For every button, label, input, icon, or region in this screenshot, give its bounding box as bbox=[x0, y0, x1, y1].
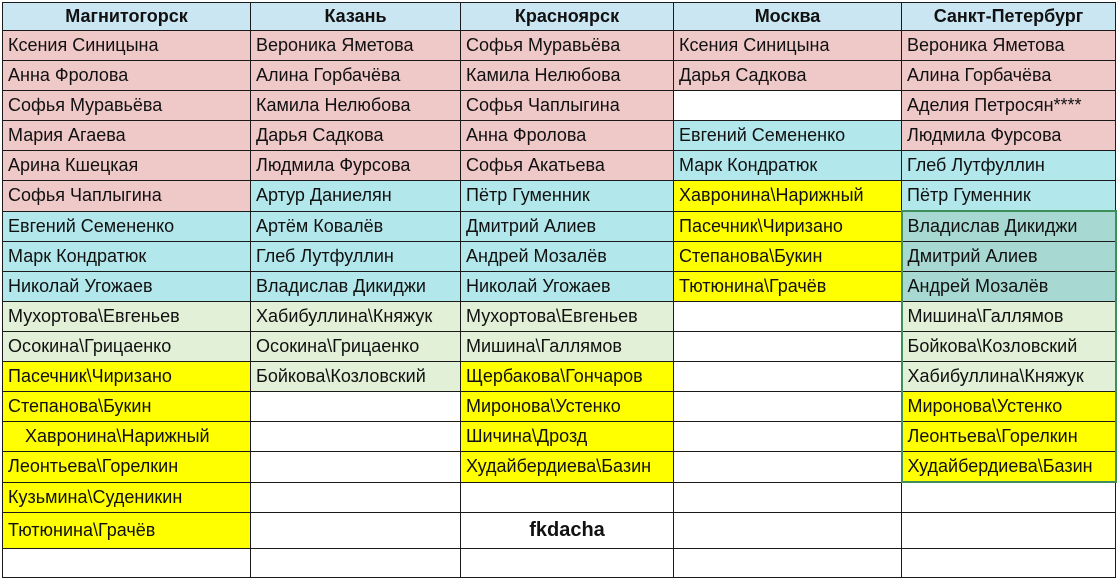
cell-saint-petersburg[interactable]: Худайбердиева\Базин bbox=[902, 452, 1116, 483]
cell-moscow[interactable] bbox=[674, 452, 902, 483]
cell-saint-petersburg[interactable]: Аделия Петросян**** bbox=[902, 91, 1116, 121]
cell-krasnoyarsk[interactable]: Шичина\Дрозд bbox=[461, 422, 674, 452]
table-row bbox=[3, 452, 1116, 483]
cell-moscow[interactable] bbox=[674, 91, 902, 121]
table-row bbox=[3, 332, 1116, 362]
cell-krasnoyarsk[interactable] bbox=[461, 482, 674, 513]
cell-moscow[interactable]: Хавронина\Нарижный bbox=[674, 181, 902, 212]
cell-moscow[interactable]: Тютюнина\Грачёв bbox=[674, 272, 902, 302]
cell-moscow[interactable]: Евгений Семененко bbox=[674, 121, 902, 151]
column-header-saint-petersburg[interactable]: Санкт-Петербург bbox=[902, 3, 1116, 31]
column-header-magnitogorsk[interactable]: Магнитогорск bbox=[3, 3, 251, 31]
table-row bbox=[3, 513, 1116, 549]
cell-kazan[interactable]: Артур Даниелян bbox=[251, 181, 461, 212]
cell-magnitogorsk[interactable]: Пасечник\Чиризано bbox=[3, 362, 251, 392]
header-row bbox=[3, 3, 1116, 31]
table-row bbox=[3, 272, 1116, 302]
cell-krasnoyarsk[interactable]: Николай Угожаев bbox=[461, 272, 674, 302]
cell-saint-petersburg[interactable]: Глеб Лутфуллин bbox=[902, 151, 1116, 181]
table-row bbox=[3, 422, 1116, 452]
cell-moscow[interactable]: Степанова\Букин bbox=[674, 242, 902, 272]
watermark-text[interactable]: fkdacha bbox=[461, 513, 674, 549]
cell-magnitogorsk[interactable]: Софья Муравьёва bbox=[3, 91, 251, 121]
cell-saint-petersburg[interactable]: Пётр Гуменник bbox=[902, 181, 1116, 212]
cell-moscow[interactable] bbox=[674, 362, 902, 392]
column-header-moscow[interactable]: Москва bbox=[674, 3, 902, 31]
cell-kazan[interactable] bbox=[251, 482, 461, 513]
cell-krasnoyarsk[interactable]: Софья Муравьёва bbox=[461, 31, 674, 61]
cell-saint-petersburg[interactable]: Вероника Яметова bbox=[902, 31, 1116, 61]
column-header-kazan[interactable]: Казань bbox=[251, 3, 461, 31]
cell-krasnoyarsk[interactable]: Мухортова\Евгеньев bbox=[461, 302, 674, 332]
table-row bbox=[3, 482, 1116, 513]
cell-magnitogorsk[interactable]: Софья Чаплыгина bbox=[3, 181, 251, 212]
table-row bbox=[3, 151, 1116, 181]
cell-magnitogorsk[interactable]: Осокина\Грицаенко bbox=[3, 332, 251, 362]
cell-kazan[interactable]: Хабибуллина\Княжук bbox=[251, 302, 461, 332]
cell-moscow[interactable]: Дарья Садкова bbox=[674, 61, 902, 91]
city-roster-table bbox=[2, 2, 1117, 578]
cell-moscow[interactable]: Марк Кондратюк bbox=[674, 151, 902, 181]
cell-magnitogorsk[interactable]: Тютюнина\Грачёв bbox=[3, 513, 251, 549]
table-row bbox=[3, 549, 1116, 578]
cell-magnitogorsk[interactable]: Арина Кшецкая bbox=[3, 151, 251, 181]
cell-kazan[interactable]: Глеб Лутфуллин bbox=[251, 242, 461, 272]
cell-saint-petersburg[interactable]: Бойкова\Козловский bbox=[902, 332, 1116, 362]
cell-magnitogorsk[interactable]: Мухортова\Евгеньев bbox=[3, 302, 251, 332]
cell-magnitogorsk[interactable]: Леонтьева\Горелкин bbox=[3, 452, 251, 483]
cell-moscow[interactable] bbox=[674, 422, 902, 452]
cell-kazan[interactable]: Дарья Садкова bbox=[251, 121, 461, 151]
cell-magnitogorsk[interactable]: Анна Фролова bbox=[3, 61, 251, 91]
cell-kazan[interactable] bbox=[251, 452, 461, 483]
cell-krasnoyarsk[interactable]: Софья Чаплыгина bbox=[461, 91, 674, 121]
cell-saint-petersburg[interactable]: Владислав Дикиджи bbox=[902, 211, 1116, 242]
cell-krasnoyarsk[interactable]: Миронова\Устенко bbox=[461, 392, 674, 422]
table-row bbox=[3, 302, 1116, 332]
cell-moscow[interactable]: Пасечник\Чиризано bbox=[674, 211, 902, 242]
cell-krasnoyarsk[interactable]: Андрей Мозалёв bbox=[461, 242, 674, 272]
cell-moscow[interactable] bbox=[674, 332, 902, 362]
cell-magnitogorsk[interactable]: Евгений Семененко bbox=[3, 211, 251, 242]
cell-magnitogorsk[interactable]: Мария Агаева bbox=[3, 121, 251, 151]
cell-moscow[interactable] bbox=[674, 392, 902, 422]
cell-kazan[interactable] bbox=[251, 549, 461, 578]
cell-krasnoyarsk[interactable]: Камила Нелюбова bbox=[461, 61, 674, 91]
cell-magnitogorsk[interactable]: Марк Кондратюк bbox=[3, 242, 251, 272]
cell-saint-petersburg[interactable]: Миронова\Устенко bbox=[902, 392, 1116, 422]
cell-kazan[interactable]: Вероника Яметова bbox=[251, 31, 461, 61]
cell-krasnoyarsk[interactable]: Щербакова\Гончаров bbox=[461, 362, 674, 392]
cell-moscow[interactable] bbox=[674, 302, 902, 332]
cell-magnitogorsk[interactable]: Кузьмина\Суденикин bbox=[3, 482, 251, 513]
cell-magnitogorsk[interactable]: Ксения Синицына bbox=[3, 31, 251, 61]
table-row bbox=[3, 242, 1116, 272]
cell-kazan[interactable] bbox=[251, 513, 461, 549]
cell-kazan[interactable]: Артём Ковалёв bbox=[251, 211, 461, 242]
cell-kazan[interactable]: Камила Нелюбова bbox=[251, 91, 461, 121]
cell-magnitogorsk[interactable]: Степанова\Букин bbox=[3, 392, 251, 422]
cell-krasnoyarsk[interactable] bbox=[461, 549, 674, 578]
table-row bbox=[3, 31, 1116, 61]
cell-saint-petersburg[interactable]: Мишина\Галлямов bbox=[902, 302, 1116, 332]
table-row bbox=[3, 211, 1116, 242]
cell-saint-petersburg[interactable]: Хабибуллина\Княжук bbox=[902, 362, 1116, 392]
spreadsheet bbox=[2, 2, 1117, 578]
cell-saint-petersburg[interactable] bbox=[902, 549, 1116, 578]
cell-kazan[interactable]: Осокина\Грицаенко bbox=[251, 332, 461, 362]
cell-krasnoyarsk[interactable]: Дмитрий Алиев bbox=[461, 211, 674, 242]
cell-moscow[interactable] bbox=[674, 482, 902, 513]
cell-saint-petersburg[interactable]: Андрей Мозалёв bbox=[902, 272, 1116, 302]
cell-kazan[interactable]: Людмила Фурсова bbox=[251, 151, 461, 181]
table-row bbox=[3, 121, 1116, 151]
cell-moscow[interactable]: Ксения Синицына bbox=[674, 31, 902, 61]
cell-kazan[interactable]: Бойкова\Козловский bbox=[251, 362, 461, 392]
cell-krasnoyarsk[interactable]: Пётр Гуменник bbox=[461, 181, 674, 212]
table-row bbox=[3, 362, 1116, 392]
cell-kazan[interactable] bbox=[251, 392, 461, 422]
cell-krasnoyarsk[interactable]: Худайбердиева\Базин bbox=[461, 452, 674, 483]
cell-saint-petersburg[interactable] bbox=[902, 513, 1116, 549]
table-row bbox=[3, 91, 1116, 121]
column-header-krasnoyarsk[interactable]: Красноярск bbox=[461, 3, 674, 31]
cell-kazan[interactable] bbox=[251, 422, 461, 452]
cell-saint-petersburg[interactable]: Леонтьева\Горелкин bbox=[902, 422, 1116, 452]
cell-kazan[interactable]: Владислав Дикиджи bbox=[251, 272, 461, 302]
cell-saint-petersburg[interactable]: Алина Горбачёва bbox=[902, 61, 1116, 91]
cell-saint-petersburg[interactable]: Дмитрий Алиев bbox=[902, 242, 1116, 272]
cell-magnitogorsk[interactable]: Хавронина\Нарижный bbox=[3, 422, 251, 452]
cell-saint-petersburg[interactable] bbox=[902, 482, 1116, 513]
cell-magnitogorsk[interactable] bbox=[3, 549, 251, 578]
cell-krasnoyarsk[interactable]: Мишина\Галлямов bbox=[461, 332, 674, 362]
cell-krasnoyarsk[interactable]: Анна Фролова bbox=[461, 121, 674, 151]
table-body bbox=[3, 31, 1116, 578]
cell-saint-petersburg[interactable]: Людмила Фурсова bbox=[902, 121, 1116, 151]
table-row bbox=[3, 392, 1116, 422]
table-row bbox=[3, 181, 1116, 212]
table-row bbox=[3, 61, 1116, 91]
cell-moscow[interactable] bbox=[674, 549, 902, 578]
cell-moscow[interactable] bbox=[674, 513, 902, 549]
cell-magnitogorsk[interactable]: Николай Угожаев bbox=[3, 272, 251, 302]
cell-krasnoyarsk[interactable]: Софья Акатьева bbox=[461, 151, 674, 181]
cell-kazan[interactable]: Алина Горбачёва bbox=[251, 61, 461, 91]
